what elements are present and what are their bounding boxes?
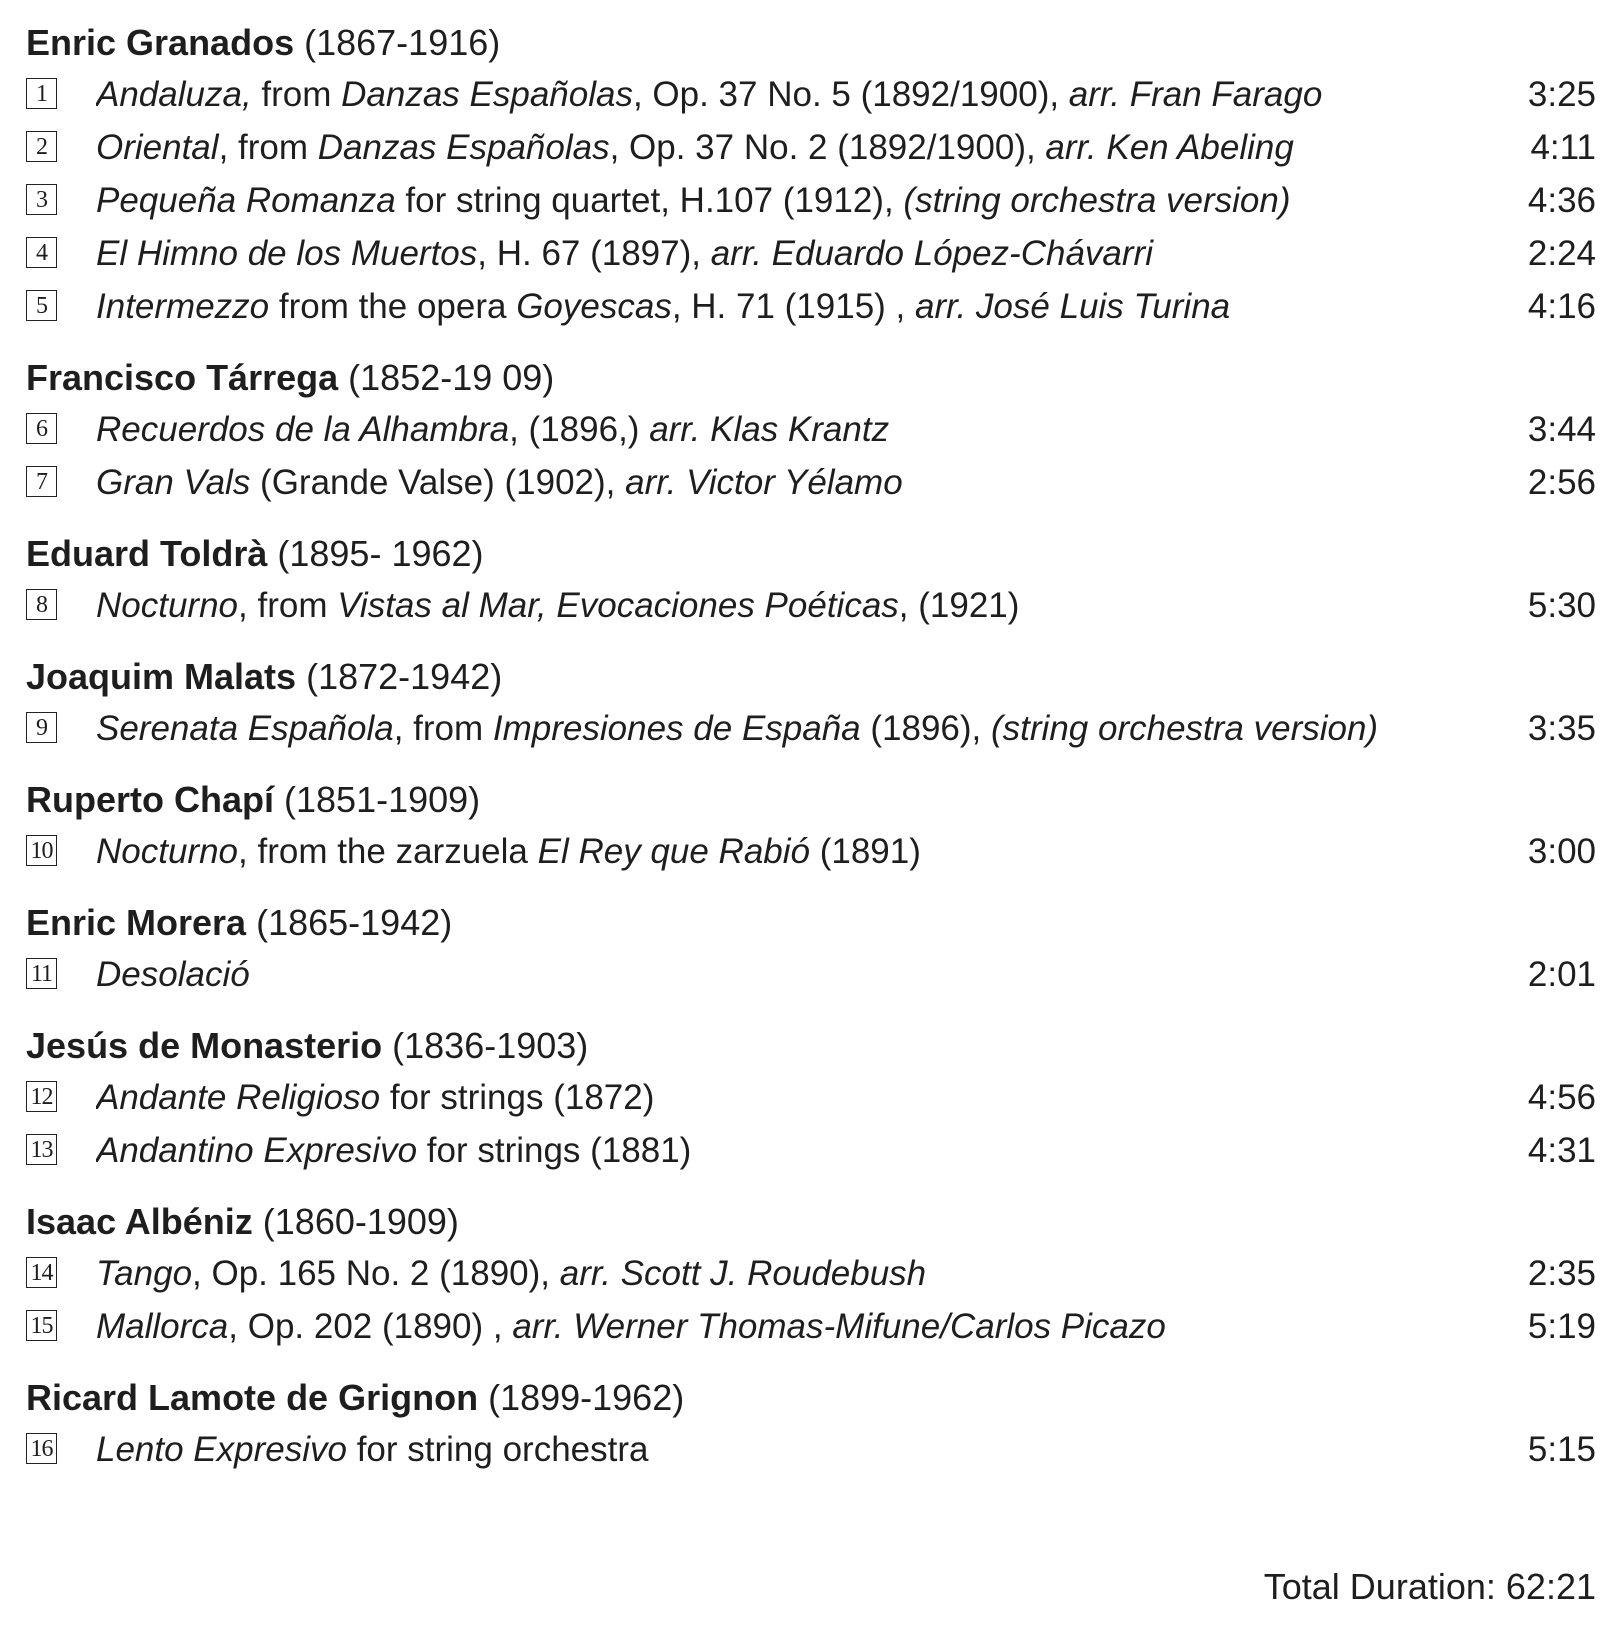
track-number-box: 1 (26, 78, 57, 109)
track-row (26, 702, 1596, 755)
track-title-text: , (1896,) (509, 410, 650, 449)
track-title-text: from the opera (269, 287, 517, 326)
track-number-box: 7 (26, 466, 57, 497)
composer-name: Joaquim Malats (26, 656, 297, 697)
composer-heading (26, 18, 1596, 68)
track-title (96, 1071, 1456, 1124)
track-title-text: , H. 71 (1915) , (671, 287, 915, 326)
track-row (26, 579, 1596, 632)
track-row (26, 68, 1596, 121)
track-title-italic: El Himno de los Muertos (96, 234, 478, 273)
track-title-italic: Oriental (96, 128, 219, 167)
track-title (96, 702, 1456, 755)
track-title-italic: Vistas al Mar, Evocaciones Poéticas (337, 586, 899, 625)
section-gap (26, 632, 1596, 652)
composer-heading (26, 652, 1596, 702)
track-title (96, 174, 1456, 227)
track-duration: 2:01 (1527, 955, 1596, 994)
section-gap (26, 755, 1596, 775)
composer-name: Ruperto Chapí (26, 779, 274, 820)
track-number-box: 11 (26, 958, 57, 989)
composer-heading (26, 1197, 1596, 1247)
composer-heading (26, 898, 1596, 948)
composer-name: Enric Granados (26, 22, 295, 63)
track-title-italic: Lento Expresivo (96, 1430, 347, 1469)
track-title-italic: Intermezzo (96, 287, 270, 326)
track-title-italic: arr. Scott J. Roudebush (559, 1254, 927, 1293)
track-duration: 4:36 (1527, 181, 1596, 220)
track-title-italic: Mallorca (96, 1307, 229, 1346)
track-title-italic: (string orchestra version) (903, 181, 1291, 220)
composer-heading (26, 529, 1596, 579)
track-title-italic: Danzas Españolas (317, 128, 610, 167)
track-title-text: , Op. 37 No. 2 (1892/1900), (609, 128, 1046, 167)
track-title-text: , (1921) (898, 586, 1020, 625)
track-number-box: 15 (26, 1310, 57, 1341)
track-number-box: 13 (26, 1134, 57, 1165)
track-duration: 5:30 (1527, 586, 1596, 625)
track-duration: 5:15 (1527, 1430, 1596, 1469)
track-title-italic: Nocturno (96, 832, 239, 871)
track-number-box: 3 (26, 184, 57, 215)
composer-heading (26, 1373, 1596, 1423)
track-duration: 5:19 (1527, 1307, 1596, 1346)
track-title-text: , H. 67 (1897), (477, 234, 711, 273)
composer-heading (26, 775, 1596, 825)
track-title-italic: Goyescas (516, 287, 672, 326)
track-duration: 4:31 (1527, 1131, 1596, 1170)
composer-heading (26, 1021, 1596, 1071)
track-title-italic: Andante Religioso (96, 1078, 381, 1117)
track-title-text: from (251, 75, 342, 114)
track-title-italic: arr. Victor Yélamo (625, 463, 903, 502)
composer-dates: (1895- 1962) (277, 533, 484, 574)
track-title-italic: (string orchestra version) (991, 709, 1379, 748)
composer-name: Ricard Lamote de Grignon (26, 1377, 479, 1418)
track-number-box: 6 (26, 413, 57, 444)
track-duration: 3:25 (1527, 75, 1596, 114)
track-title (96, 68, 1456, 121)
track-title (96, 825, 1456, 878)
section-gap (26, 509, 1596, 529)
track-title (96, 1247, 1456, 1300)
track-number-box: 5 (26, 290, 57, 321)
composer-name: Francisco Tárrega (26, 357, 339, 398)
track-duration: 4:56 (1527, 1078, 1596, 1117)
track-title-text: for strings (1872) (380, 1078, 655, 1117)
composer-name: Eduard Toldrà (26, 533, 268, 574)
composer-heading (26, 353, 1596, 403)
track-duration: 4:11 (1530, 128, 1596, 167)
track-title (96, 579, 1456, 632)
track-title-italic: Recuerdos de la Alhambra (96, 410, 510, 449)
track-title-text: , from (218, 128, 318, 167)
total-duration-label: Total Duration: (1263, 1566, 1496, 1607)
composer-dates: (1899-1962) (488, 1377, 685, 1418)
track-duration: 3:00 (1527, 832, 1596, 871)
track-title-italic: arr. Fran Farago (1068, 75, 1323, 114)
track-duration: 2:24 (1527, 234, 1596, 273)
track-title-italic: Tango (96, 1254, 193, 1293)
track-title (96, 403, 1456, 456)
track-title-text: for string orchestra (346, 1430, 649, 1469)
track-row (26, 174, 1596, 227)
track-title (96, 948, 1456, 1001)
total-duration (1264, 1562, 1596, 1612)
track-title-italic: arr. Werner Thomas-Mifune/Carlos Picazo (512, 1307, 1166, 1346)
track-title (96, 227, 1456, 280)
track-duration: 3:35 (1527, 709, 1596, 748)
track-title-text: , from the zarzuela (238, 832, 538, 871)
track-row (26, 948, 1596, 1001)
composer-dates: (1860-1909) (262, 1201, 459, 1242)
track-number-box: 4 (26, 237, 57, 268)
track-number-box: 16 (26, 1433, 57, 1464)
track-row (26, 280, 1596, 333)
composer-name: Isaac Albéniz (26, 1201, 253, 1242)
track-title-italic: Gran Vals (96, 463, 251, 502)
track-title-text: for string quartet, H.107 (1912), (395, 181, 904, 220)
composer-dates: (1836-1903) (392, 1025, 589, 1066)
composer-dates: (1851-1909) (284, 779, 481, 820)
track-title (96, 1124, 1456, 1177)
composer-dates: (1867-1916) (304, 22, 501, 63)
track-title-italic: Andaluza, (96, 75, 252, 114)
track-row (26, 1300, 1596, 1353)
track-title-italic: Andantino Expresivo (96, 1131, 418, 1170)
track-title-text: , from (238, 586, 338, 625)
track-duration: 2:56 (1527, 463, 1596, 502)
track-title-text: (Grande Valse) (1902), (250, 463, 626, 502)
track-title (96, 280, 1456, 333)
track-title-italic: arr. José Luis Turina (915, 287, 1231, 326)
section-gap (26, 1177, 1596, 1197)
track-title-italic: Danzas Españolas (341, 75, 633, 114)
track-title (96, 456, 1456, 509)
track-row (26, 825, 1596, 878)
section-gap (26, 1001, 1596, 1021)
track-row (26, 1423, 1596, 1476)
composer-name: Enric Morera (26, 902, 247, 943)
composer-dates: (1872-1942) (306, 656, 503, 697)
track-row (26, 227, 1596, 280)
track-title-italic: Pequeña Romanza (96, 181, 396, 220)
track-number-box: 8 (26, 589, 57, 620)
track-row (26, 1247, 1596, 1300)
track-duration: 2:35 (1527, 1254, 1596, 1293)
composer-name: Jesús de Monasterio (26, 1025, 383, 1066)
track-title-text: , Op. 202 (1890) , (228, 1307, 513, 1346)
track-title-italic: arr. Klas Krantz (649, 410, 890, 449)
track-title-text: , Op. 165 No. 2 (1890), (192, 1254, 560, 1293)
track-number-box: 2 (26, 131, 57, 162)
track-number-box: 10 (26, 835, 57, 866)
track-number-box: 9 (26, 712, 57, 743)
track-title-italic: Impresiones de España (492, 709, 861, 748)
track-duration: 3:44 (1527, 410, 1596, 449)
track-title-italic: arr. Eduardo López-Chávarri (710, 234, 1153, 273)
track-number-box: 12 (26, 1081, 57, 1112)
track-number-box: 14 (26, 1257, 57, 1288)
track-title-text: (1891) (810, 832, 921, 871)
section-gap (26, 333, 1596, 353)
track-title-italic: Nocturno (96, 586, 239, 625)
track-title-italic: arr. Ken Abeling (1045, 128, 1294, 167)
section-gap (26, 878, 1596, 898)
track-title-text: for strings (1881) (417, 1131, 692, 1170)
section-gap (26, 1353, 1596, 1373)
track-duration: 4:16 (1527, 287, 1596, 326)
track-title-italic: El Rey que Rabió (537, 832, 810, 871)
composer-dates: (1852-19 09) (348, 357, 555, 398)
track-title (96, 121, 1456, 174)
track-title-text: , from (393, 709, 493, 748)
track-row (26, 1124, 1596, 1177)
track-title (96, 1300, 1456, 1353)
track-row (26, 1071, 1596, 1124)
tracklist (26, 18, 1596, 1476)
track-title-text: (1896), (860, 709, 992, 748)
total-duration-value: 62:21 (1505, 1566, 1596, 1607)
track-title-italic: Serenata Española (96, 709, 394, 748)
track-row (26, 456, 1596, 509)
track-title-italic: Desolació (96, 955, 250, 994)
composer-dates: (1865-1942) (256, 902, 453, 943)
track-title (96, 1423, 1456, 1476)
track-row (26, 403, 1596, 456)
track-title-text: , Op. 37 No. 5 (1892/1900), (632, 75, 1069, 114)
track-row (26, 121, 1596, 174)
